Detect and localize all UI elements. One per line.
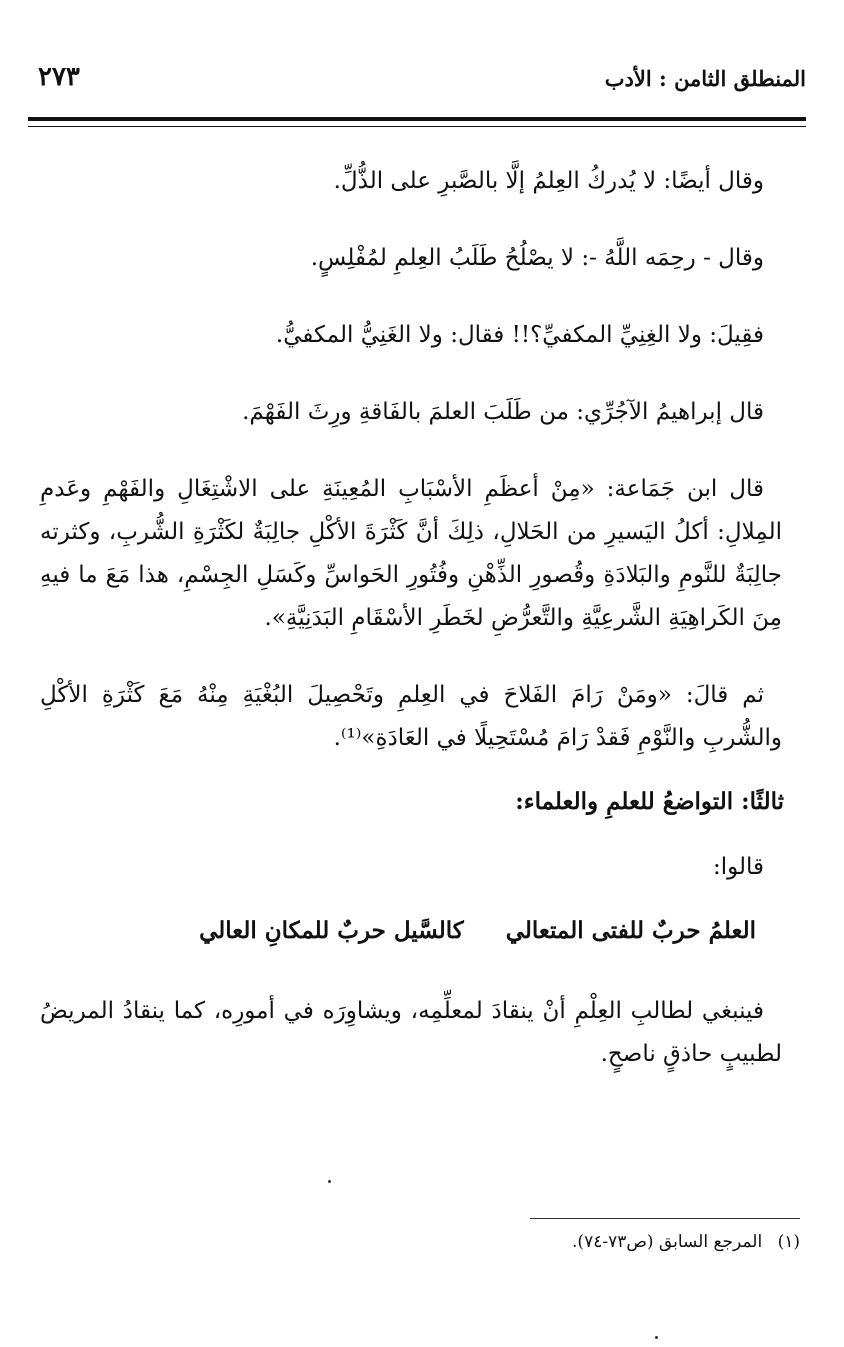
said-intro: قالوا: bbox=[712, 854, 764, 880]
paragraph: ثم قالَ: «ومَنْ رَامَ الفَلاحَ في العِلمِ وتَحْصِيلَ البُغْيَةِ مِنْهُ مَعَ كَثْرَةِ الأكْلِ والشُّربِ والنَّوْمِ فَقدْ رَامَ مُسْتَحِيلًا في العَادَةِ»⁽¹⁾. bbox=[40, 682, 782, 751]
footnote-separator bbox=[530, 1218, 800, 1219]
poetry-verse bbox=[40, 909, 756, 952]
page-number: ٢٧٣ bbox=[38, 62, 80, 92]
paragraph: وقال - رحِمَه اللَّهُ -: لا يصْلُحُ طَلَبُ العِلمِ لمُفْلِسٍ. bbox=[310, 245, 764, 271]
verse-hemistich-first: العلمُ حربٌ للفتى المتعالي bbox=[505, 917, 756, 944]
paragraph: وقال أيضًا: لا يُدركُ العِلمُ إلَّا بالصَّبرِ على الذُّلِّ. bbox=[333, 168, 764, 194]
footnote bbox=[572, 1228, 800, 1256]
chapter-title: المنطلق الثامن : الأدب bbox=[604, 66, 806, 91]
footnote-text: المرجع السابق (ص٧٣-٧٤). bbox=[572, 1232, 763, 1252]
paragraph: قال ابن جَمَاعة: «مِنْ أعظَمِ الأسْبَابِ المُعِينَةِ على الاشْتِغَالِ والفَهْمِ وعَدمِ المِلالِ: أكلُ اليَسيرِ من الحَلالِ، ذلِكَ أنَّ كَثْرَةَ الأكْلِ جالِبَةٌ لكَثْرَةِ الشُّربِ، وكثرته جالِبَةٌ للنَّومِ والبَلادَةِ وقُصورِ الذِّهْنِ وفُتُورِ الحَواسِّ وكَسَلِ الجِسْمِ، هذا مَعَ ما فيهِ مِنَ الكَراهِيَةِ الشَّرعِيَّةِ والتَّعرُّضِ لخَطَرِ الأسْقَامِ البَدَنِيَّةِ». bbox=[40, 476, 782, 631]
running-header bbox=[28, 60, 806, 100]
verse-hemistich-second: كالسَّيل حربٌ للمكانِ العالي bbox=[199, 917, 464, 944]
section-heading: ثالثًا: التواضعُ للعلمِ والعلماء: bbox=[515, 788, 784, 815]
footnote-marker: (١) bbox=[777, 1232, 800, 1252]
paragraph: قال إبراهيمُ الآجُرِّي: من طَلَبَ العلمَ بالفَاقةِ ورِثَ الفَهْمَ. bbox=[242, 399, 764, 425]
header-double-rule bbox=[28, 117, 806, 127]
page-body bbox=[40, 160, 782, 1110]
scan-speck bbox=[655, 1336, 658, 1339]
paragraph: فقِيلَ: ولا الغِنِيِّ المكفيِّ؟!! فقال: ولا الغَنِيُّ المكفيُّ. bbox=[275, 322, 764, 348]
scan-speck bbox=[328, 1180, 331, 1183]
closing-paragraph: فينبغي لطالبِ العِلْمِ أنْ ينقادَ لمعلِّمِه، ويشاوِرَه في أمورِه، كما ينقادُ المريضُ لطبيبٍ حاذقٍ ناصحٍ. bbox=[40, 998, 782, 1067]
